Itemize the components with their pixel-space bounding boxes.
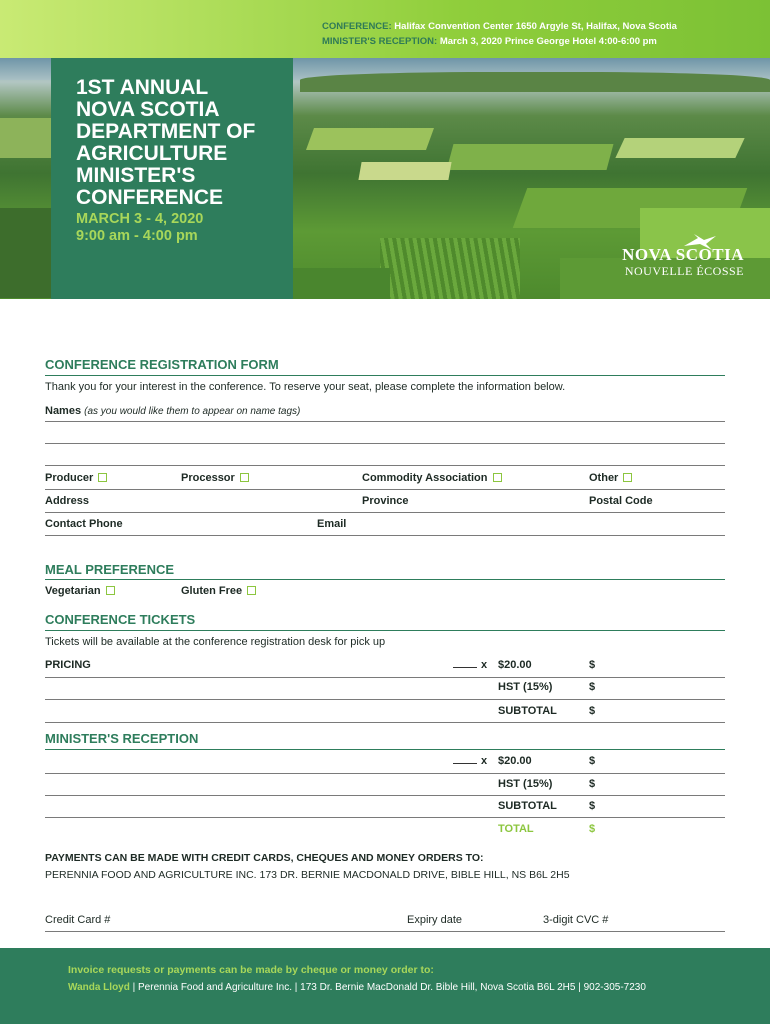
event-date: MARCH 3 - 4, 2020: [76, 211, 204, 227]
producer-option[interactable]: [45, 472, 107, 484]
divider: [45, 677, 725, 678]
conference-tickets-title: CONFERENCE TICKETS: [45, 612, 196, 627]
reception-hst-label: HST (15%): [498, 778, 553, 790]
email-label: Email: [317, 518, 347, 530]
footer-contact: [68, 982, 646, 993]
divider: [45, 795, 725, 796]
divider: [45, 489, 725, 490]
quantity-blank[interactable]: [453, 667, 477, 668]
cvc-label: 3-digit CVC #: [543, 914, 609, 926]
conference-location: Halifax Convention Center 1650 Argyle St, Halifax, Nova Scotia: [391, 21, 677, 32]
pricing-label: PRICING: [45, 659, 91, 671]
divider: [45, 817, 725, 818]
other-option[interactable]: [589, 472, 632, 484]
vegetarian-label: Vegetarian: [45, 585, 101, 597]
expiry-date-label: Expiry date: [407, 914, 463, 926]
postal-code-label: Postal Code: [589, 495, 653, 507]
contact-details: | Perennia Food and Agriculture Inc. | 173 Dr. Bernie MacDonald Dr. Bible Hill, Nova Scotia B6L 2H5 | 902-305-7230: [129, 982, 646, 993]
other-label: Other: [589, 472, 619, 484]
quantity-blank[interactable]: [453, 763, 477, 764]
title-line: NOVA SCOTIA: [76, 98, 220, 121]
address-label: Address: [45, 495, 90, 507]
vegetarian-option[interactable]: [45, 585, 115, 597]
divider: [45, 375, 725, 376]
processor-checkbox[interactable]: [240, 473, 249, 482]
ticket-subtotal-amount[interactable]: $: [589, 705, 596, 717]
total-amount[interactable]: $: [589, 823, 596, 835]
footer: [0, 948, 770, 1024]
credit-card-line[interactable]: [45, 931, 725, 932]
contact-phone-label: Contact Phone: [45, 518, 123, 530]
ticket-hst-label: HST (15%): [498, 681, 553, 693]
processor-option[interactable]: [181, 472, 249, 484]
event-time: 9:00 am - 4:00 pm: [76, 228, 198, 244]
gluten-free-checkbox[interactable]: [247, 586, 256, 595]
ticket-quantity[interactable]: [453, 659, 487, 671]
title-line: AGRICULTURE: [76, 142, 228, 165]
credit-card-label: Credit Card #: [45, 914, 111, 926]
title-line: DEPARTMENT OF: [76, 120, 256, 143]
divider: [45, 722, 725, 723]
ticket-price: $20.00: [498, 659, 532, 671]
divider: [45, 773, 725, 774]
reception-key: MINISTER'S RECEPTION:: [322, 36, 438, 47]
phone-email-line[interactable]: [45, 535, 725, 536]
title-line: CONFERENCE: [76, 186, 224, 209]
nova-scotia-logo: [622, 246, 744, 278]
gluten-free-option[interactable]: [181, 585, 256, 597]
reception-subtotal-label: SUBTOTAL: [498, 800, 557, 812]
payment-heading: PAYMENTS CAN BE MADE WITH CREDIT CARDS, CHEQUES AND MONEY ORDERS TO:: [45, 852, 484, 864]
commodity-checkbox[interactable]: [493, 473, 502, 482]
reception-quantity[interactable]: [453, 755, 487, 767]
producer-label: Producer: [45, 472, 94, 484]
multiply-sign: x: [481, 659, 488, 671]
event-dates: [76, 211, 203, 245]
divider: [45, 749, 725, 750]
vegetarian-checkbox[interactable]: [106, 586, 115, 595]
logo-line-1: NOVA SCOTIA: [622, 245, 744, 264]
names-line[interactable]: [45, 443, 725, 444]
reception-hst-amount[interactable]: $: [589, 778, 596, 790]
reception-subtotal-amount[interactable]: $: [589, 800, 596, 812]
names-line[interactable]: [45, 465, 725, 466]
ministers-reception-title: MINISTER'S RECEPTION: [45, 731, 199, 746]
registration-intro: Thank you for your interest in the conference. To reserve your seat, please complete the information below.: [45, 381, 566, 393]
divider: [45, 699, 725, 700]
divider: [45, 579, 725, 580]
producer-checkbox[interactable]: [98, 473, 107, 482]
payment-address: PERENNIA FOOD AND AGRICULTURE INC. 173 DR. BERNIE MACDONALD DRIVE, BIBLE HILL, NS B6L 2H5: [45, 869, 570, 881]
names-hint: (as you would like them to appear on name tags): [84, 406, 301, 417]
contact-name: Wanda Lloyd: [68, 982, 130, 993]
conference-key: CONFERENCE:: [322, 21, 392, 32]
ticket-hst-amount[interactable]: $: [589, 681, 596, 693]
event-info: [322, 19, 677, 49]
tickets-note: Tickets will be available at the conference registration desk for pick up: [45, 636, 386, 648]
processor-label: Processor: [181, 472, 235, 484]
divider: [45, 630, 725, 631]
logo-line-2: NOUVELLE ÉCOSSE: [624, 264, 744, 278]
reception-details: March 3, 2020 Prince George Hotel 4:00-6:00 pm: [437, 36, 657, 47]
total-label: TOTAL: [498, 823, 534, 835]
divider: [45, 421, 725, 422]
address-line[interactable]: [45, 512, 725, 513]
title-line: MINISTER'S: [76, 164, 196, 187]
other-checkbox[interactable]: [623, 473, 632, 482]
names-field[interactable]: [45, 405, 300, 417]
names-label: Names: [45, 405, 82, 417]
event-title: [76, 77, 286, 209]
gluten-free-label: Gluten Free: [181, 585, 243, 597]
ticket-amount[interactable]: $: [589, 659, 596, 671]
meal-preference-title: MEAL PREFERENCE: [45, 562, 175, 577]
commodity-option[interactable]: [362, 472, 502, 484]
province-label: Province: [362, 495, 409, 507]
footer-heading: Invoice requests or payments can be made by cheque or money order to:: [68, 964, 434, 976]
title-line: 1ST ANNUAL: [76, 76, 209, 99]
reception-price: $20.00: [498, 755, 532, 767]
multiply-sign: x: [481, 755, 488, 767]
reception-amount[interactable]: $: [589, 755, 596, 767]
ticket-subtotal-label: SUBTOTAL: [498, 705, 557, 717]
registration-form-title: CONFERENCE REGISTRATION FORM: [45, 357, 279, 372]
commodity-label: Commodity Association: [362, 472, 488, 484]
